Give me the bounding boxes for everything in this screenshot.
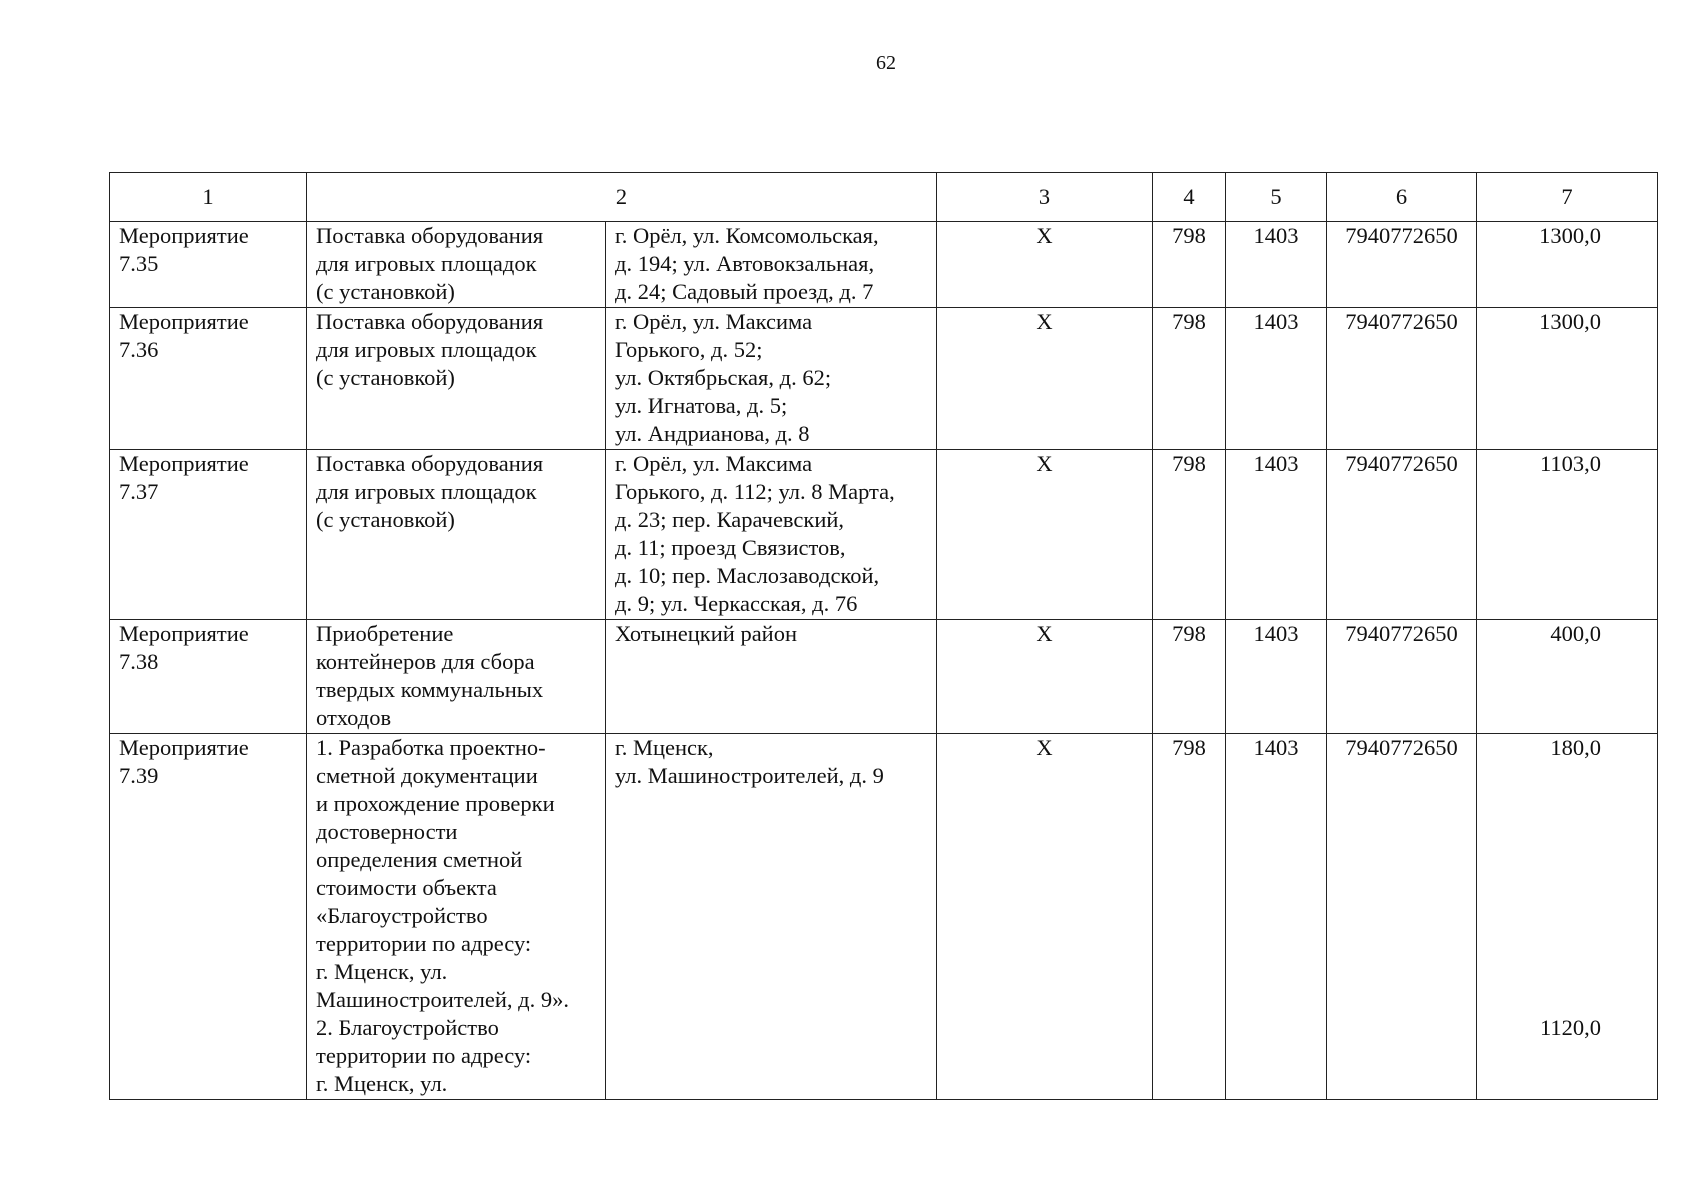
col4-value: 798	[1153, 620, 1226, 734]
col4-value: 798	[1153, 450, 1226, 620]
measure-name: Мероприятие 7.36	[110, 308, 307, 450]
table-row	[110, 620, 1658, 734]
measure-description: 1. Разработка проектно- сметной документации и прохождение проверки достоверности определения сметной стоимости объекта «Благоустройство территории по адресу: г. Мценск, ул. Машиностроителей, д. 9». 2. Благоустройство территории по адресу: г. Мценск, ул.	[307, 734, 606, 1100]
measure-description: Поставка оборудования для игровых площадок (с установкой)	[307, 222, 606, 308]
header-cell: 4	[1153, 173, 1226, 222]
col6-value: 7940772650	[1327, 222, 1477, 308]
measure-description: Поставка оборудования для игровых площадок (с установкой)	[307, 308, 606, 450]
page-number: 62	[876, 52, 896, 74]
col6-value: 7940772650	[1327, 620, 1477, 734]
col3-value: Х	[937, 734, 1153, 1100]
col7-second-value: 1120,0	[1539, 1015, 1601, 1040]
measure-address: г. Мценск, ул. Машиностроителей, д. 9	[606, 734, 937, 1100]
col7-value: 400,0	[1477, 620, 1658, 734]
measure-address: г. Орёл, ул. Комсомольская, д. 194; ул. Автовокзальная, д. 24; Садовый проезд, д. 7	[606, 222, 937, 308]
measure-name: Мероприятие 7.37	[110, 450, 307, 620]
header-cell: 3	[937, 173, 1153, 222]
col7-value: 180,0	[1550, 735, 1601, 760]
col6-value: 7940772650	[1327, 450, 1477, 620]
budget-table	[109, 172, 1658, 1100]
col5-value: 1403	[1226, 222, 1327, 308]
measure-name: Мероприятие 7.35	[110, 222, 307, 308]
col7-value: 1300,0	[1477, 308, 1658, 450]
col6-value: 7940772650	[1327, 734, 1477, 1100]
measure-name: Мероприятие 7.38	[110, 620, 307, 734]
col3-value: Х	[937, 450, 1153, 620]
col5-value: 1403	[1226, 620, 1327, 734]
col4-value: 798	[1153, 734, 1226, 1100]
header-cell: 5	[1226, 173, 1327, 222]
col7-cell	[1477, 734, 1658, 1100]
table-row	[110, 308, 1658, 450]
col5-value: 1403	[1226, 450, 1327, 620]
col3-value: Х	[937, 308, 1153, 450]
col4-value: 798	[1153, 222, 1226, 308]
col6-value: 7940772650	[1327, 308, 1477, 450]
col5-value: 1403	[1226, 734, 1327, 1100]
measure-address: Хотынецкий район	[606, 620, 937, 734]
header-row	[110, 173, 1658, 222]
col5-value: 1403	[1226, 308, 1327, 450]
measure-address: г. Орёл, ул. Максима Горького, д. 52; ул. Октябрьская, д. 62; ул. Игнатова, д. 5; ул. Андрианова, д. 8	[606, 308, 937, 450]
measure-description: Приобретение контейнеров для сбора твердых коммунальных отходов	[307, 620, 606, 734]
header-cell: 2	[307, 173, 937, 222]
table-row	[110, 734, 1658, 1100]
measure-name: Мероприятие 7.39	[110, 734, 307, 1100]
col7-value: 1103,0	[1477, 450, 1658, 620]
table-row	[110, 450, 1658, 620]
col3-value: Х	[937, 222, 1153, 308]
header-cell: 6	[1327, 173, 1477, 222]
col7-value: 1300,0	[1477, 222, 1658, 308]
header-cell: 7	[1477, 173, 1658, 222]
measure-address: г. Орёл, ул. Максима Горького, д. 112; ул. 8 Марта, д. 23; пер. Карачевский, д. 11; проезд Связистов, д. 10; пер. Маслозаводской, д. 9; ул. Черкасская, д. 76	[606, 450, 937, 620]
col3-value: Х	[937, 620, 1153, 734]
measure-description: Поставка оборудования для игровых площадок (с установкой)	[307, 450, 606, 620]
header-cell: 1	[110, 173, 307, 222]
table-row	[110, 222, 1658, 308]
col4-value: 798	[1153, 308, 1226, 450]
